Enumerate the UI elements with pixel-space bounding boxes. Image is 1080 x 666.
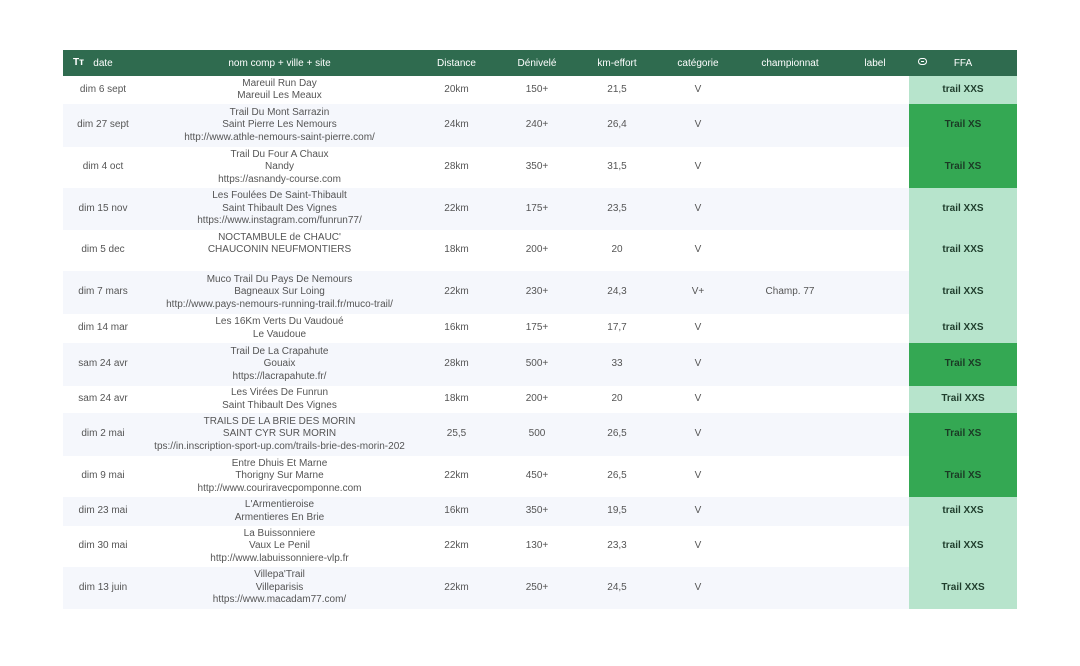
event-name: Trail De La Crapahute (230, 345, 329, 357)
cell-ffa-badge[interactable]: Trail XXS (909, 386, 1017, 413)
event-city: SAINT CYR SUR MORIN (222, 428, 337, 440)
cell-date[interactable]: dim 4 oct (82, 161, 124, 173)
cell-categorie[interactable]: V (694, 393, 702, 405)
table-row[interactable] (63, 567, 1017, 609)
event-city: Saint Pierre Les Nemours (222, 119, 337, 131)
cell-ffa-badge[interactable]: trail XXS (909, 188, 1017, 230)
cell-name[interactable] (143, 456, 416, 497)
header-date[interactable] (63, 50, 143, 76)
cell-distance[interactable]: 25,5 (446, 428, 467, 440)
cell-label[interactable] (841, 271, 909, 314)
cell-km-effort[interactable]: 24,3 (607, 286, 627, 298)
header-km-effort[interactable]: km-effort (597, 57, 637, 69)
cell-distance[interactable]: 18km (444, 244, 469, 256)
cell-name[interactable] (143, 567, 416, 609)
cell-name[interactable] (143, 386, 416, 413)
name-lines (143, 528, 416, 566)
event-name: Villepa'Trail (254, 569, 305, 581)
cell-categorie[interactable]: V (694, 505, 702, 517)
events-table (63, 50, 1017, 609)
cell-distance[interactable]: 28km (444, 161, 469, 173)
header-name[interactable]: nom comp + ville + site (228, 57, 331, 69)
cell-label[interactable] (841, 104, 909, 147)
cell-distance[interactable]: 28km (444, 358, 469, 370)
header-championnat[interactable]: championnat (761, 57, 819, 69)
cell-denivele[interactable]: 175+ (525, 322, 549, 334)
name-lines (143, 569, 416, 607)
cell-denivele[interactable]: 200+ (525, 393, 549, 405)
cell-ffa-badge[interactable]: Trail XS (909, 343, 1017, 386)
name-lines (143, 346, 416, 384)
event-name: Mareuil Run Day (242, 77, 317, 89)
cell-ffa-badge[interactable]: Trail XS (909, 456, 1017, 497)
cell-km-effort[interactable]: 33 (611, 358, 623, 370)
cell-ffa-badge[interactable]: trail XXS (909, 230, 1017, 271)
cell-label[interactable] (841, 188, 909, 230)
cell-championnat[interactable] (739, 147, 841, 188)
name-lines (143, 149, 416, 187)
event-name: Trail Du Four A Chaux (230, 148, 329, 160)
cell-distance[interactable]: 22km (444, 470, 469, 482)
site-url[interactable]: http://www.couriravecpomponne.com (197, 482, 362, 494)
cell-denivele[interactable]: 350+ (525, 505, 549, 517)
cell-km-effort[interactable]: 26,5 (607, 428, 627, 440)
event-city: Nandy (265, 161, 294, 173)
name-lines (143, 499, 416, 524)
cell-ffa-badge[interactable]: trail XXS (909, 271, 1017, 314)
cell-name[interactable] (143, 497, 416, 526)
cell-label[interactable] (841, 386, 909, 413)
cell-denivele[interactable]: 350+ (525, 161, 549, 173)
cell-denivele[interactable]: 200+ (525, 244, 549, 256)
event-city: Saint Thibault Des Vignes (222, 399, 337, 411)
cell-championnat[interactable] (739, 497, 841, 526)
cell-denivele[interactable]: 230+ (525, 286, 549, 298)
cell-championnat[interactable] (739, 76, 841, 104)
link-icon (918, 58, 927, 65)
cell-date[interactable]: dim 9 mai (81, 470, 125, 482)
event-name: NOCTAMBULE de CHAUC' (218, 231, 341, 243)
cell-denivele[interactable]: 500 (528, 428, 546, 440)
site-url[interactable]: http://www.athle-nemours-saint-pierre.com/ (184, 131, 375, 143)
site-url[interactable]: tps://in.inscription-sport-up.com/trails-brie-des-morin-202 (154, 440, 405, 452)
table-row[interactable] (63, 386, 1017, 413)
event-name: L'Armentieroise (244, 499, 315, 510)
cell-km-effort[interactable]: 20 (611, 244, 623, 256)
name-lines (143, 387, 416, 412)
cell-distance[interactable]: 22km (444, 540, 469, 552)
cell-name[interactable] (143, 230, 416, 271)
cell-label[interactable] (841, 343, 909, 386)
cell-categorie[interactable]: V (694, 358, 702, 370)
cell-km-effort[interactable]: 23,3 (607, 540, 627, 552)
cell-date[interactable]: dim 5 dec (81, 244, 125, 256)
cell-denivele[interactable]: 500+ (525, 358, 549, 370)
event-city: CHAUCONIN NEUFMONTIERS (207, 244, 352, 256)
cell-categorie[interactable]: V+ (691, 286, 705, 298)
site-url[interactable]: http://www.labuissonniere-vlp.fr (210, 552, 349, 564)
cell-km-effort[interactable]: 26,4 (607, 119, 627, 131)
cell-ffa-badge[interactable]: Trail XS (909, 104, 1017, 147)
cell-km-effort[interactable]: 19,5 (607, 505, 627, 517)
table-row[interactable] (63, 456, 1017, 497)
cell-name[interactable] (143, 188, 416, 230)
name-lines (143, 458, 416, 496)
cell-label[interactable] (841, 230, 909, 271)
table-row[interactable] (63, 147, 1017, 188)
cell-denivele[interactable]: 175+ (525, 202, 549, 214)
cell-label[interactable] (841, 567, 909, 609)
cell-categorie[interactable]: V (694, 581, 702, 593)
event-city: Vaux Le Penil (249, 540, 310, 552)
cell-date[interactable]: dim 30 mai (78, 540, 128, 552)
event-city: Villeparisis (255, 581, 304, 593)
cell-categorie[interactable]: V (694, 322, 702, 334)
header-denivele[interactable]: Dénivelé (517, 57, 557, 69)
site-url[interactable] (143, 257, 416, 270)
site-url[interactable]: https://asnandy-course.com (218, 173, 341, 185)
header-distance[interactable]: Distance (437, 57, 476, 69)
header-ffa-label: FFA (953, 57, 973, 69)
event-name: TRAILS DE LA BRIE DES MORIN (203, 415, 356, 427)
table-row[interactable] (63, 76, 1017, 104)
event-city: Mareuil Les Meaux (237, 90, 322, 101)
event-name: Muco Trail Du Pays De Nemours (206, 273, 353, 285)
header-label[interactable]: label (864, 57, 886, 69)
cell-label[interactable] (841, 413, 909, 456)
cell-categorie[interactable]: V (694, 540, 702, 552)
table-row[interactable] (63, 314, 1017, 343)
cell-denivele[interactable]: 130+ (525, 540, 549, 552)
cell-name[interactable] (143, 76, 416, 104)
event-name: Entre Dhuis Et Marne (231, 457, 328, 469)
cell-categorie[interactable]: V (694, 244, 702, 256)
site-url[interactable]: https://www.macadam77.com/ (212, 594, 347, 606)
cell-km-effort[interactable]: 31,5 (607, 161, 627, 173)
cell-categorie[interactable]: V (694, 119, 702, 131)
cell-categorie[interactable]: V (694, 428, 702, 440)
table-row[interactable] (63, 343, 1017, 386)
name-lines (143, 274, 416, 312)
event-name: Trail Du Mont Sarrazin (229, 106, 330, 118)
cell-name[interactable] (143, 314, 416, 343)
table-row[interactable] (63, 230, 1017, 271)
event-name: Les 16Km Verts Du Vaudoué (215, 316, 344, 327)
site-url[interactable]: http://www.pays-nemours-running-trail.fr/muco-trail/ (166, 298, 393, 310)
cell-name[interactable] (143, 526, 416, 567)
cell-name[interactable] (143, 147, 416, 188)
event-city: Le Vaudoue (252, 328, 307, 340)
event-city: Thorigny Sur Marne (235, 470, 324, 482)
cell-denivele[interactable]: 240+ (525, 119, 549, 131)
cell-date[interactable]: dim 23 mai (78, 505, 128, 517)
cell-km-effort[interactable]: 17,7 (607, 322, 627, 334)
cell-distance[interactable]: 16km (444, 505, 469, 517)
event-city: Bagneaux Sur Loing (234, 286, 325, 298)
cell-ffa-badge[interactable]: trail XXS (909, 314, 1017, 343)
cell-date[interactable]: dim 13 juin (78, 581, 128, 593)
cell-distance[interactable]: 20km (444, 83, 469, 95)
table-row[interactable] (63, 526, 1017, 567)
cell-championnat[interactable] (739, 104, 841, 147)
cell-km-effort[interactable]: 23,5 (607, 202, 627, 214)
cell-date[interactable]: dim 14 mar (77, 322, 128, 334)
cell-distance[interactable]: 22km (444, 581, 469, 593)
header-categorie[interactable]: catégorie (677, 57, 719, 69)
table-header (63, 50, 1017, 76)
name-lines (143, 232, 416, 270)
cell-championnat[interactable] (739, 526, 841, 567)
cell-categorie[interactable]: V (694, 202, 702, 214)
cell-distance[interactable]: 22km (444, 286, 469, 298)
cell-date[interactable]: dim 7 mars (78, 286, 128, 298)
name-lines (143, 416, 416, 454)
cell-ffa-badge[interactable]: Trail XS (909, 413, 1017, 456)
cell-date[interactable]: dim 6 sept (79, 83, 127, 95)
site-url[interactable]: https://lacrapahute.fr/ (232, 370, 327, 382)
event-name: Les Virées De Funrun (230, 387, 329, 398)
cell-ffa-badge[interactable]: trail XXS (909, 497, 1017, 526)
cell-km-effort[interactable]: 21,5 (607, 83, 627, 95)
table-row[interactable] (63, 413, 1017, 456)
table-row[interactable] (63, 497, 1017, 526)
cell-km-effort[interactable]: 26,5 (607, 470, 627, 482)
cell-categorie[interactable]: V (694, 470, 702, 482)
cell-label[interactable] (841, 526, 909, 567)
cell-date[interactable]: sam 24 avr (78, 393, 128, 405)
name-lines (143, 190, 416, 228)
cell-distance[interactable]: 24km (444, 119, 469, 131)
cell-distance[interactable]: 16km (444, 322, 469, 334)
cell-date[interactable]: dim 27 sept (77, 119, 129, 131)
event-name: Les Foulées De Saint-Thibault (212, 190, 347, 202)
cell-ffa-badge[interactable]: trail XXS (909, 526, 1017, 567)
cell-km-effort[interactable]: 24,5 (607, 581, 627, 593)
cell-label[interactable] (841, 76, 909, 104)
cell-ffa-badge[interactable]: trail XXS (909, 76, 1017, 104)
cell-date[interactable]: dim 2 mai (81, 428, 125, 440)
cell-championnat[interactable] (739, 343, 841, 386)
name-lines (143, 316, 416, 341)
cell-distance[interactable]: 22km (444, 202, 469, 214)
cell-championnat[interactable]: Champ. 77 (765, 286, 815, 298)
cell-championnat[interactable] (739, 386, 841, 413)
table-body (63, 76, 1017, 609)
cell-name[interactable] (143, 343, 416, 386)
header-ffa[interactable] (909, 50, 1017, 76)
cell-distance[interactable]: 18km (444, 393, 469, 405)
cell-ffa-badge[interactable]: Trail XS (909, 147, 1017, 188)
cell-name[interactable] (143, 413, 416, 456)
cell-championnat[interactable] (739, 314, 841, 343)
cell-date[interactable]: dim 15 nov (78, 202, 128, 214)
event-name: La Buissonniere (243, 527, 316, 539)
header-date-label: date (93, 57, 113, 69)
cell-km-effort[interactable]: 20 (611, 393, 623, 405)
name-lines (143, 107, 416, 145)
cell-categorie[interactable]: V (694, 161, 702, 173)
cell-denivele[interactable]: 150+ (525, 83, 549, 95)
cell-championnat[interactable] (739, 413, 841, 456)
table-row[interactable] (63, 104, 1017, 147)
cell-label[interactable] (841, 497, 909, 526)
cell-label[interactable] (841, 314, 909, 343)
table-row[interactable] (63, 188, 1017, 230)
cell-label[interactable] (841, 147, 909, 188)
cell-championnat[interactable] (739, 188, 841, 230)
cell-categorie[interactable]: V (694, 83, 702, 95)
cell-date[interactable]: sam 24 avr (78, 358, 128, 370)
event-city: Gouaix (263, 358, 296, 370)
cell-ffa-badge[interactable]: Trail XXS (909, 567, 1017, 609)
cell-championnat[interactable] (739, 230, 841, 271)
event-city: Saint Thibault Des Vignes (222, 202, 337, 214)
cell-denivele[interactable]: 450+ (525, 470, 549, 482)
text-type-icon: Tт (73, 57, 85, 68)
cell-label[interactable] (841, 456, 909, 497)
site-url[interactable]: https://www.instagram.com/funrun77/ (197, 215, 362, 227)
table-row[interactable] (63, 271, 1017, 314)
event-city: Armentieres En Brie (234, 511, 325, 523)
cell-name[interactable] (143, 271, 416, 314)
cell-name[interactable] (143, 104, 416, 147)
cell-denivele[interactable]: 250+ (525, 581, 549, 593)
cell-championnat[interactable] (739, 567, 841, 609)
name-lines (143, 78, 416, 103)
cell-championnat[interactable] (739, 456, 841, 497)
